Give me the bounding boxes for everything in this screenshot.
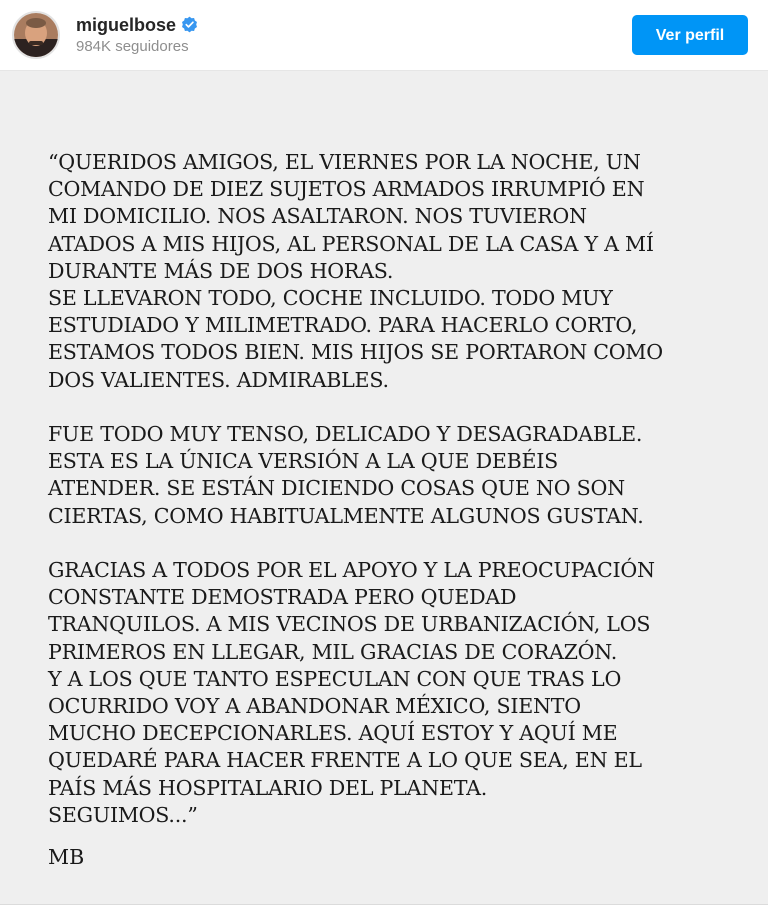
text-line: PRIMEROS EN LLEGAR, MIL GRACIAS DE CORAZÓN.: [48, 639, 618, 664]
post-image: [0, 70, 768, 904]
paragraph-3: [48, 557, 738, 829]
paragraph-spacer: [48, 394, 738, 421]
username[interactable]: miguelbose: [76, 14, 177, 35]
text-line: ESTA ES LA ÚNICA VERSIÓN A LA QUE DEBÉIS: [48, 449, 559, 474]
text-line: COMANDO DE DIEZ SUJETOS ARMADOS IRRUMPIÓ EN: [48, 177, 645, 202]
text-line: CIERTAS, COMO HABITUALMENTE ALGUNOS GUSTAN.: [48, 503, 644, 528]
text-line: CONSTANTE DEMOSTRADA PERO QUEDAD: [48, 585, 517, 610]
paragraph-2: [48, 421, 738, 530]
view-profile-button[interactable]: Ver perfil: [632, 15, 748, 55]
paragraph-spacer: [48, 530, 738, 557]
avatar-photo-icon: [14, 13, 58, 57]
user-info: [76, 14, 632, 57]
post-header: [0, 0, 768, 70]
text-line: SE LLEVARON TODO, COCHE INCLUIDO. TODO MUY: [48, 286, 613, 311]
username-row: [76, 14, 632, 36]
text-line: DURANTE MÁS DE DOS HORAS.: [48, 258, 394, 283]
paragraph-1: [48, 149, 738, 394]
text-line: Y A LOS QUE TANTO ESPECULAN CON QUE TRAS LO: [48, 666, 622, 691]
avatar[interactable]: [12, 11, 60, 59]
text-line: SEGUIMOS...”: [48, 802, 198, 827]
text-line: ATENDER. SE ESTÁN DICIENDO COSAS QUE NO SON: [48, 476, 625, 501]
text-line: MI DOMICILIO. NOS ASALTARON. NOS TUVIERON: [48, 204, 587, 229]
text-line: OCURRIDO VOY A ABANDONAR MÉXICO, SIENTO: [48, 694, 581, 719]
text-line: MUCHO DECEPCIONARLES. AQUÍ ESTOY Y AQUÍ ME: [48, 721, 618, 746]
text-line: “QUERIDOS AMIGOS, EL VIERNES POR LA NOCHE, UN: [48, 150, 641, 174]
text-line: ESTUDIADO Y MILIMETRADO. PARA HACERLO CORTO,: [48, 313, 638, 338]
statement-text: [48, 149, 738, 829]
text-line: QUEDARÉ PARA HACER FRENTE A LO QUE SEA, EN EL: [48, 748, 642, 773]
text-line: FUE TODO MUY TENSO, DELICADO Y DESAGRADABLE.: [48, 422, 643, 447]
text-line: ESTAMOS TODOS BIEN. MIS HIJOS SE PORTARON COMO: [48, 340, 663, 365]
text-line: TRANQUILOS. A MIS VECINOS DE URBANIZACIÓN, LOS: [48, 612, 651, 637]
text-line: DOS VALIENTES. ADMIRABLES.: [48, 367, 389, 392]
followers-count: 984K seguidores: [76, 37, 189, 55]
verified-badge-icon: [181, 16, 198, 33]
text-line: GRACIAS A TODOS POR EL APOYO Y LA PREOCUPACIÓN: [48, 558, 655, 583]
text-line: PAÍS MÁS HOSPITALARIO DEL PLANETA.: [48, 775, 488, 800]
signature: MB: [48, 845, 85, 869]
text-line: ATADOS A MIS HIJOS, AL PERSONAL DE LA CASA Y A MÍ: [48, 231, 654, 256]
